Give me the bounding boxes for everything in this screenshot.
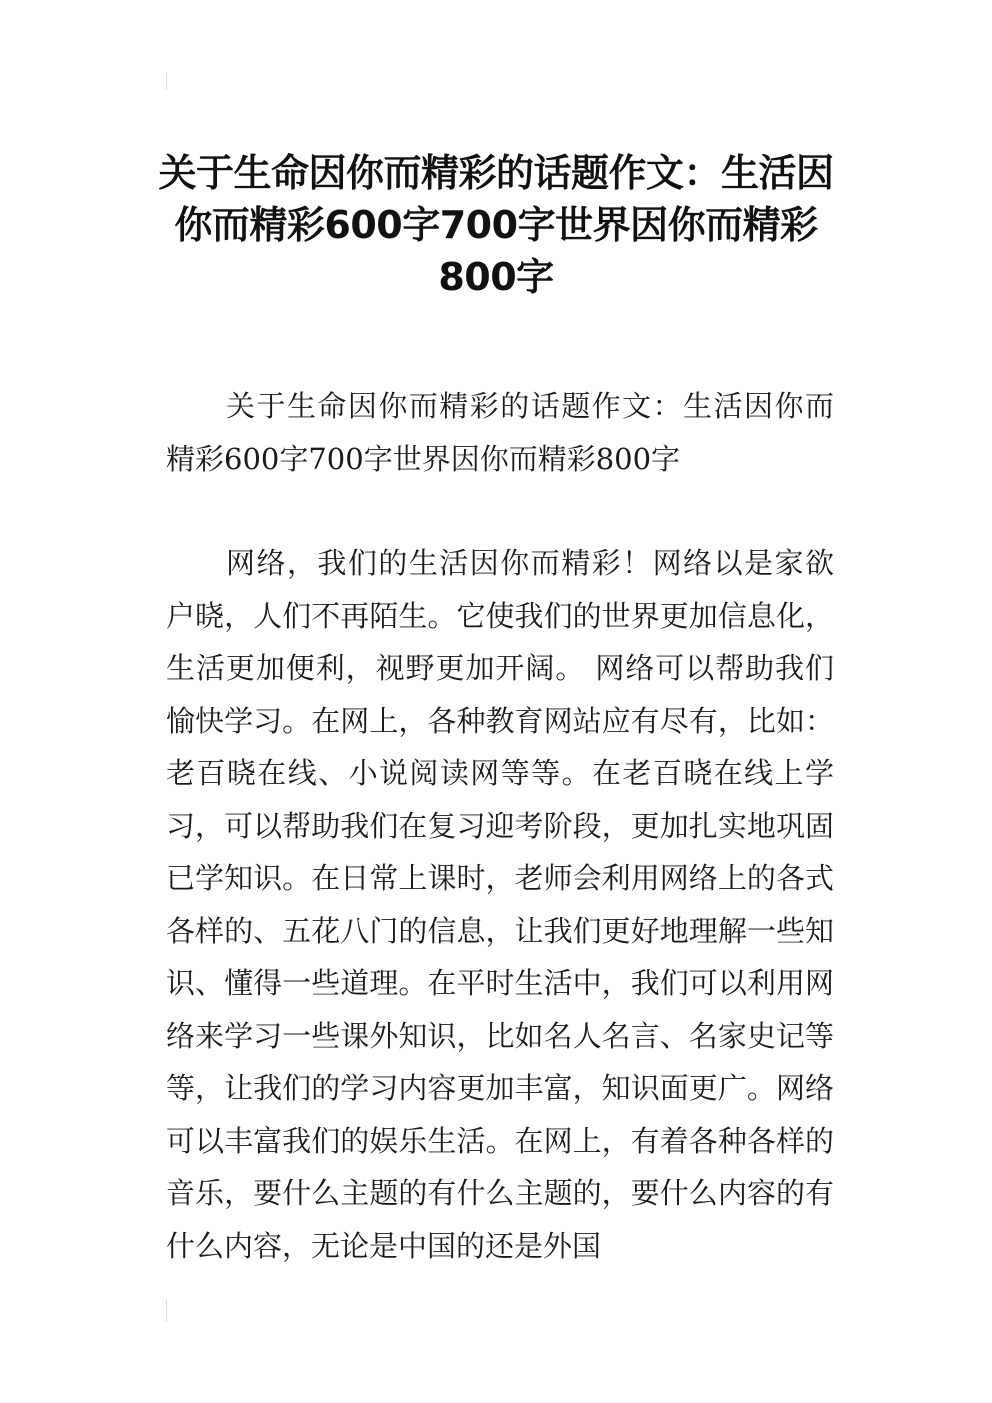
crop-mark-bottom — [166, 1300, 167, 1322]
body-paragraph: 网络，我们的生活因你而精彩！网络以是家欲户晓，人们不再陌生。它使我们的世界更加信息化，生活更加便利，视野更加开阔。 网络可以帮助我们愉快学习。在网上，各种教育网站应有尽有，比如：老百晓在线、小说阅读网等等。在老百晓在线上学习，可以帮助我们在复习迎考阶段，更加扎实地巩固已学知识。在日常上课时，老师会利用网络上的各式各样的、五花八门的信息，让我们更好地理解一些知识、懂得一些道理。在平时生活中，我们可以利用网络来学习一些课外知识，比如名人名言、名家史记等等，让我们的学习内容更加丰富，知识面更广。网络可以丰富我们的娱乐生活。在网上，有着各种各样的音乐，要什么主题的有什么主题的，要什么内容的有什么内容，无论是中国的还是外国 — [166, 546, 834, 1263]
crop-mark-top — [166, 72, 167, 90]
document-body — [166, 380, 834, 1272]
intro-paragraph: 关于生命因你而精彩的话题作文：生活因你而精彩600字700字世界因你而精彩800字 — [166, 389, 834, 476]
document-title: 关于生命因你而精彩的话题作文：生活因你而精彩600字700字世界因你而精彩800字 — [158, 151, 834, 300]
